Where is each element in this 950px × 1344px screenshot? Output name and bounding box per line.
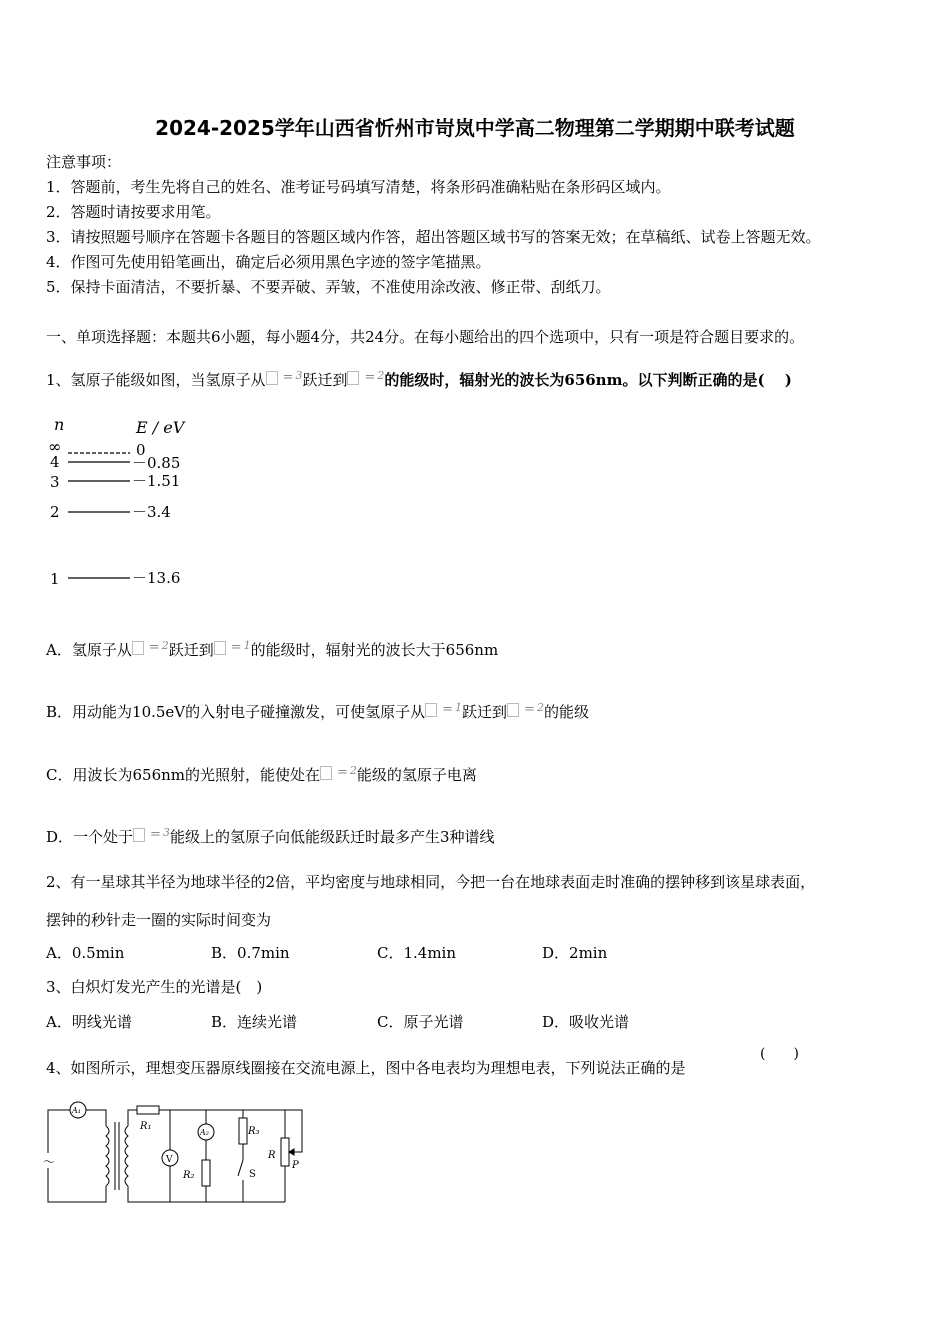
label-r: R — [268, 1150, 276, 1161]
resistor-r3-icon — [239, 1118, 247, 1144]
math-placeholder-icon — [425, 703, 437, 717]
energy-level-diagram — [44, 412, 214, 592]
label-r1: R₁ — [140, 1121, 152, 1132]
diagram-e-label: E / eV — [136, 418, 185, 437]
label-source: ～ — [43, 1155, 56, 1169]
label-r3: R₃ — [248, 1126, 260, 1137]
math-placeholder-icon — [347, 371, 359, 385]
math-placeholder-icon — [133, 828, 145, 842]
level-n-label: 4 — [50, 453, 60, 471]
secondary-coil-icon — [125, 1126, 128, 1186]
math-placeholder-icon — [507, 703, 519, 717]
q2-option-d: D．2min — [542, 944, 608, 962]
q1-option-c: C．用波长为656nm的光照射，能使处在 = $^2$能级的氢原子电离 — [46, 764, 477, 784]
label-v: V — [166, 1155, 173, 1165]
level-e-label: 0 — [136, 441, 146, 459]
label-s: S — [249, 1169, 256, 1180]
math-placeholder-icon — [132, 641, 144, 655]
notice-item: 3．请按照题号顺序在答题卡各题目的答题区域内作答，超出答题区域书写的答案无效；在草稿纸、试卷上答题无效。 — [46, 228, 821, 246]
level-n-label: ∞ — [48, 437, 62, 456]
transformer-circuit-diagram — [40, 1098, 315, 1210]
label-p: P — [292, 1160, 299, 1171]
math-placeholder-icon — [214, 641, 226, 655]
primary-coil-icon — [106, 1126, 109, 1186]
q1-option-b: B．用动能为10.5eV的入射电子碰撞激发，可使氢原子从 = $^1$跃迁到 = $^2$的能级 — [46, 701, 589, 721]
q1-option-d: D．一个处于 = $^3$能级上的氢原子向低能级跃迁时最多产生3种谱线 — [46, 826, 495, 846]
switch-icon — [238, 1160, 243, 1176]
notice-item: 5．保持卡面清洁，不要折暴、不要弄破、弄皱，不准使用涂改液、修正带、刮纸刀。 — [46, 278, 611, 296]
q2-option-b: B．0.7min — [211, 944, 290, 962]
math-placeholder-icon — [266, 371, 278, 385]
page-title: 2024-2025学年山西省忻州市岢岚中学高二物理第二学期期中联考试题 — [155, 116, 795, 140]
level-n-label: 2 — [50, 503, 60, 521]
notice-item: 4．作图可先使用铅笔画出，确定后必须用黑色字迹的签字笔描黑。 — [46, 253, 491, 271]
label-a2: A₂ — [200, 1128, 209, 1137]
level-e-label: －13.6 — [132, 569, 181, 587]
question-2-stem-cont: 摆钟的秒针走一圈的实际时间变为 — [46, 911, 272, 929]
q2-option-c: C．1.4min — [377, 944, 457, 962]
q3-option-b: B．连续光谱 — [211, 1013, 298, 1031]
q3-option-d: D．吸收光谱 — [542, 1013, 630, 1031]
question-2-stem: 2、有一星球其半径为地球半径的2倍，平均密度与地球相同，今把一台在地球表面走时准确的摆钟移到该星球表面， — [46, 873, 816, 891]
math-placeholder-icon — [320, 766, 332, 780]
answer-paren: ( ) — [760, 1046, 799, 1062]
resistor-r1-icon — [137, 1106, 159, 1114]
level-e-label: －3.4 — [132, 503, 171, 521]
q3-option-c: C．原子光谱 — [377, 1013, 464, 1031]
question-4-stem: 4、如图所示，理想变压器原线圈接在交流电源上，图中各电表均为理想电表，下列说法正确的是 — [46, 1059, 686, 1077]
level-n-label: 3 — [50, 473, 60, 491]
notice-heading: 注意事项： — [46, 153, 122, 171]
diagram-n-label: n — [54, 415, 65, 434]
q2-option-a: A．0.5min — [46, 944, 125, 962]
notice-item: 1．答题前，考生先将自己的姓名、准考证号码填写清楚，将条形码准确粘贴在条形码区域内。 — [46, 178, 671, 196]
rheostat-r-icon — [281, 1138, 289, 1166]
question-3-stem: 3、白炽灯发光产生的光谱是( ) — [46, 978, 263, 996]
notice-item: 2．答题时请按要求用笔。 — [46, 203, 221, 221]
resistor-r2-icon — [202, 1160, 210, 1186]
label-a1: A₁ — [72, 1106, 81, 1115]
level-e-label: －0.85 — [132, 454, 181, 472]
label-r2: R₂ — [183, 1170, 195, 1181]
level-n-label: 1 — [50, 570, 60, 588]
q3-option-a: A．明线光谱 — [46, 1013, 132, 1031]
section-heading: 一、单项选择题：本题共6小题，每小题4分，共24分。在每小题给出的四个选项中，只有一项是符合题目要求的。 — [46, 328, 805, 346]
level-e-label: －1.51 — [132, 472, 181, 490]
q1-option-a: A．氢原子从 = $^2$跃迁到 = $^1$的能级时，辐射光的波长大于656nm — [46, 639, 499, 659]
question-1-stem: 1、氢原子能级如图，当氢原子从 = $^3$跃迁到 = $^2$的能级时，辐射光的波长为656nm。以下判断正确的是( ) — [46, 369, 792, 389]
